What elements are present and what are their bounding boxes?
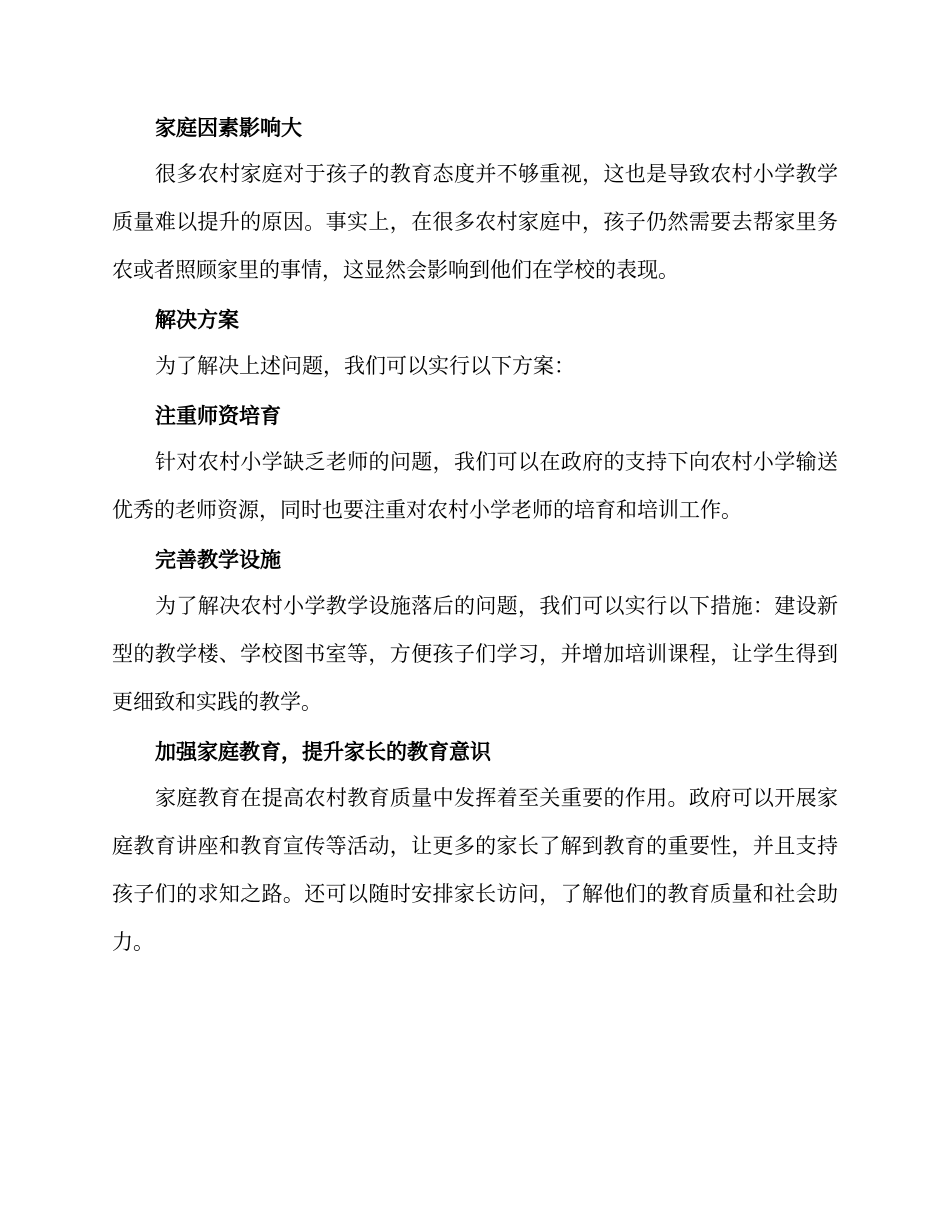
section-heading-facilities: 完善教学设施	[155, 547, 281, 572]
section-heading-family-factors: 家庭因素影响大	[155, 115, 302, 140]
section-paragraph-solutions: 为了解决上述问题，我们可以实行以下方案：	[155, 354, 575, 378]
section-paragraph-teacher-training: 针对农村小学缺乏老师的问题，我们可以在政府的支持下向农村小学输送优秀的老师资源，同时也要注重对农村小学老师的培育和培训工作。	[112, 450, 838, 522]
section-heading-solutions: 解决方案	[155, 307, 239, 332]
section-heading-family-education: 加强家庭教育，提升家长的教育意识	[155, 739, 491, 764]
section-paragraph-family-education: 家庭教育在提高农村教育质量中发挥着至关重要的作用。政府可以开展家庭教育讲座和教育宣传等活动，让更多的家长了解到教育的重要性，并且支持孩子们的求知之路。还可以随时安排家长访问，了解他们的教育质量和社会助力。	[112, 786, 838, 954]
section-paragraph-facilities: 为了解决农村小学教学设施落后的问题，我们可以实行以下措施：建设新型的教学楼、学校图书室等，方便孩子们学习，并增加培训课程，让学生得到更细致和实践的教学。	[112, 594, 838, 714]
section-paragraph-family-factors: 很多农村家庭对于孩子的教育态度并不够重视，这也是导致农村小学教学质量难以提升的原因。事实上，在很多农村家庭中，孩子仍然需要去帮家里务农或者照顾家里的事情，这显然会影响到他们在学校的表现。	[112, 162, 838, 282]
section-heading-teacher-training: 注重师资培育	[155, 403, 281, 428]
